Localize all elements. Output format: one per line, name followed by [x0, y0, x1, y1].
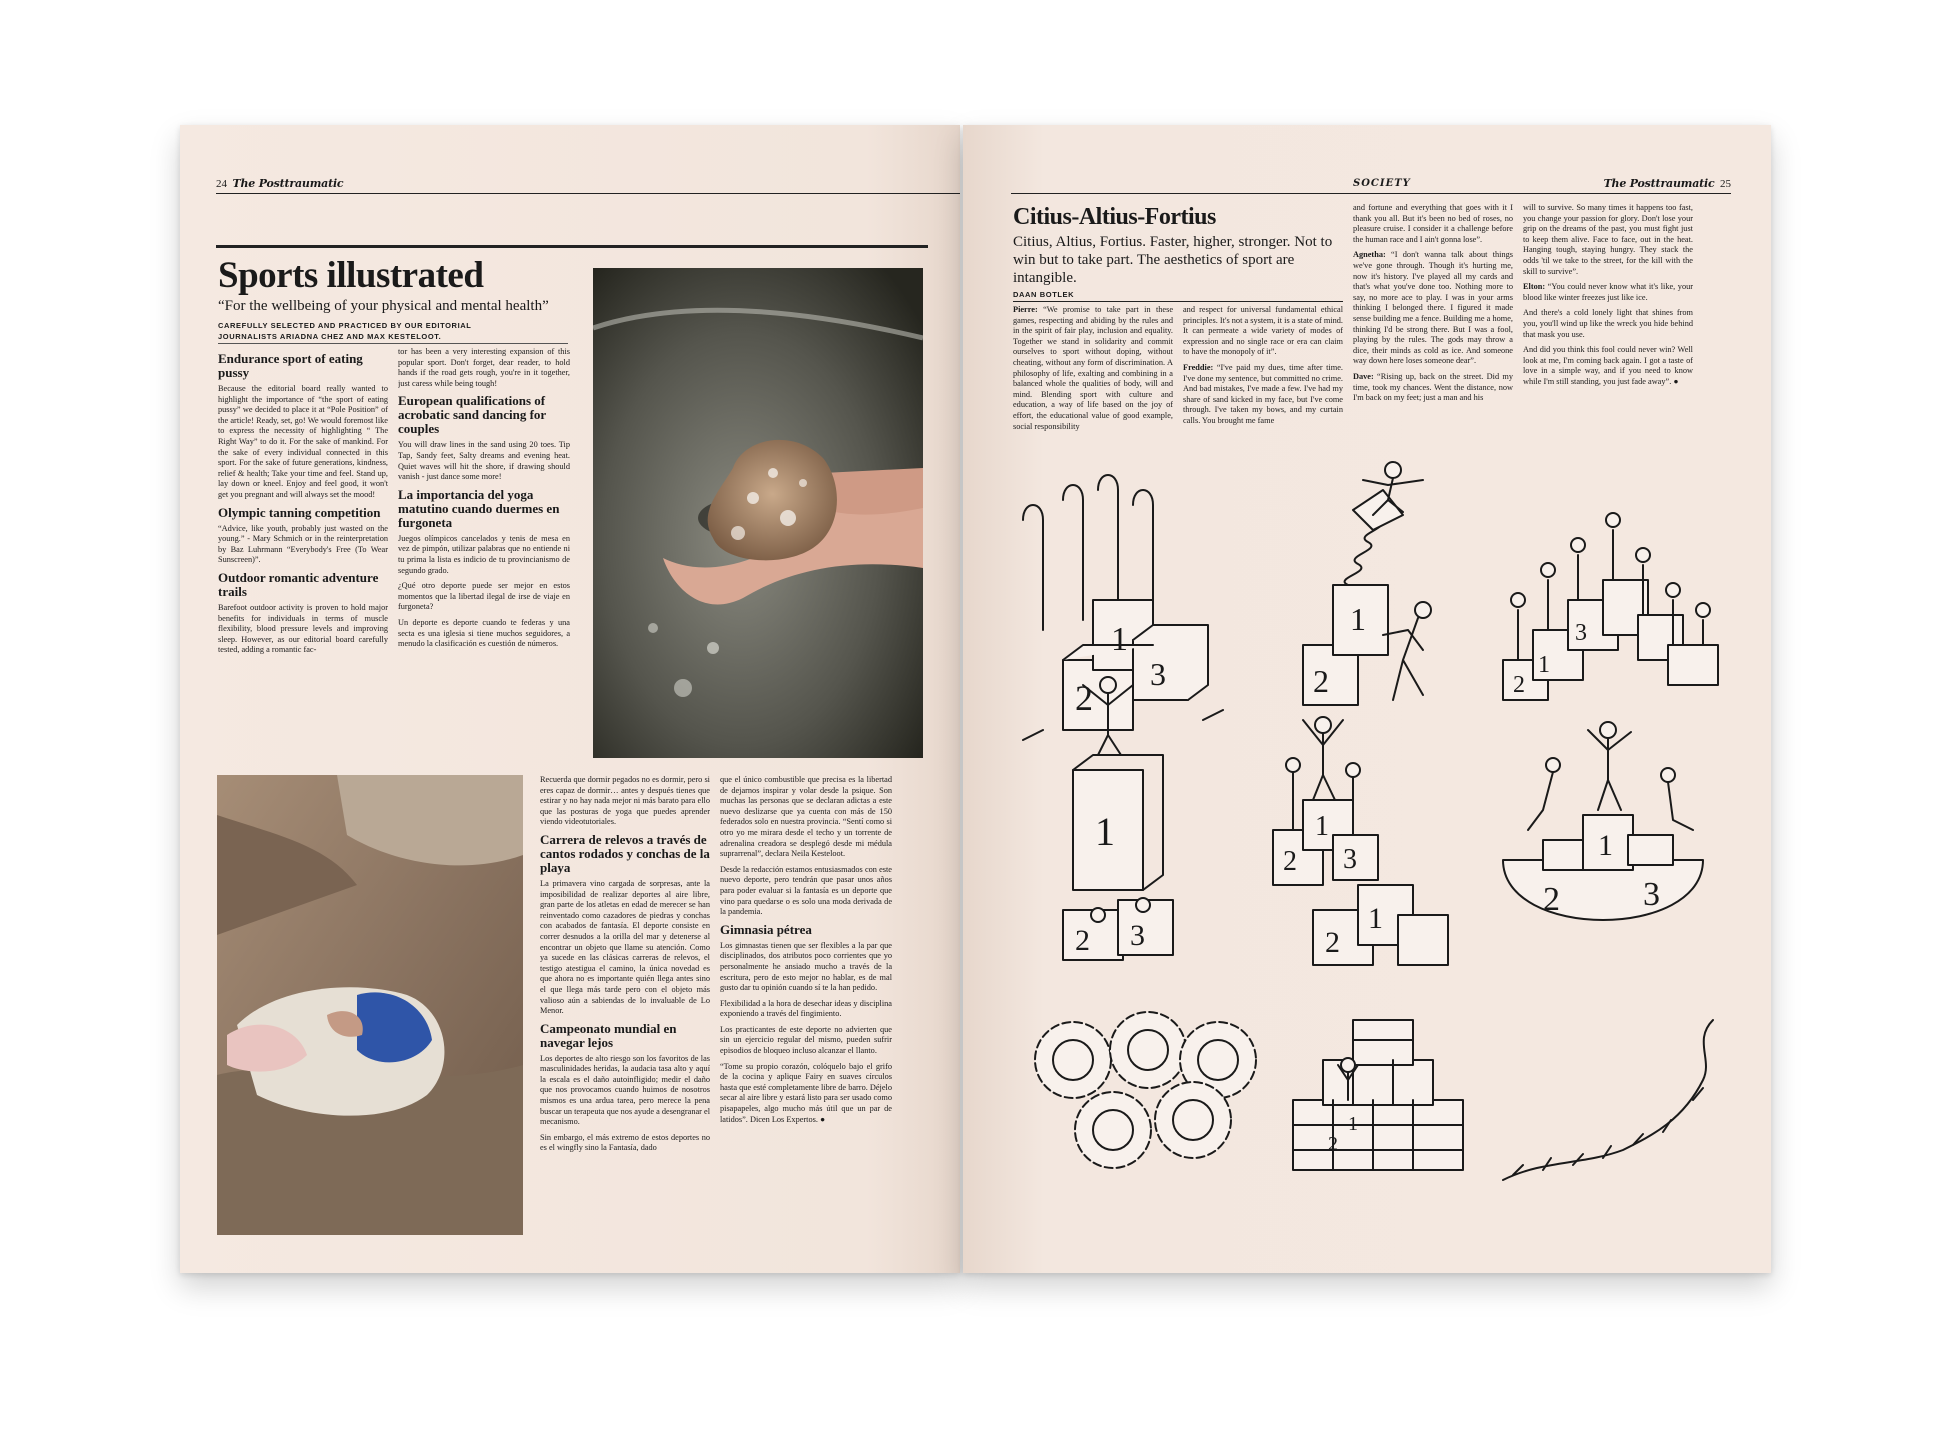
- illustration-crowded-podium: [1503, 513, 1718, 700]
- podium-digit: 2: [1513, 672, 1525, 698]
- byline-line-2: JOURNALISTS ARIADNA CHEZ AND MAX KESTELOOT.: [218, 332, 442, 341]
- paragraph: tor has been a very interesting expansion of this popular sport. Don't forget, dear reader, to hold hands if the road gets rough, you're in it together, just caress while being tough!: [398, 347, 570, 388]
- page-folio-right: [1604, 177, 1731, 190]
- speaker-name: Agnetha:: [1353, 250, 1386, 260]
- illustration-brick-podium: [1293, 1020, 1463, 1170]
- column-4: [720, 775, 892, 1245]
- paragraph: “Advice, like youth, probably just wasted on the young.” - Mary Schmich or in the reinterpretation by Baz Luhrmann “Everybody's Free (To Wear Sunscreen)”.: [218, 523, 388, 565]
- byline-rule: [218, 343, 568, 344]
- article-byline: DAAN BOTLEK: [1013, 290, 1075, 299]
- subhead: Gimnasia pétrea: [720, 921, 812, 937]
- publication-masthead: The Posttraumatic: [232, 177, 344, 190]
- paragraph: Recuerda que dormir pegados no es dormir, pero si eres capaz de dormir… antes y después tienes que estirar y no hay nada mejor ni más barato para ello que las posturas de yoga que puedes aprender viendo videotutoriales.: [540, 775, 710, 827]
- podium-digit: 1: [1368, 902, 1383, 935]
- subhead: Endurance sport of eating pussy: [218, 351, 363, 380]
- paragraph: que el único combustible que precisa es la libertad de dejarnos inspirar y volar desde la psique. Son muchas las personas que se declaran adictas a este nuevo deslizarse que ya cuenta con más de 150 federados solo en nuestra provincia. “Sentí como si otro yo me mirara desde el techo y un torrente de adrenalina creadora se desplegó desde mi médula suprarrenal”, declara Neila Kesteloot.: [720, 775, 892, 859]
- paragraph: Barefoot outdoor activity is proven to hold major benefits for individuals in terms of muscle flexibility, blood pressure levels and improving sleep. However, as our editorial board carefully tested, adding a romantic fac-: [218, 602, 388, 655]
- podium-digit: 3: [1130, 919, 1145, 952]
- illustration-gears: [1035, 1012, 1256, 1168]
- podium-digit: 1: [1350, 601, 1366, 637]
- paragraph: and respect for universal fundamental ethical principles. It's not a system, it is a state of mind. It can permeate a wide variety of modes of expression and no single race or era can claim to have the monopoly of it”.: [1183, 305, 1343, 357]
- paragraph: You will draw lines in the sand using 20 toes. Tip Tap, Sandy feet, Salty dreams and evening heat. Quiet waves will hit the shore, if drawing should vanish - just dance some more!: [398, 440, 570, 482]
- podium-digit: 2: [1325, 926, 1340, 959]
- illustration-stacked-podiums: [1273, 717, 1448, 965]
- paragraph: Sin embargo, el más extremo de estos deportes no es el wingfly sino la Fantasía, dado: [540, 1132, 710, 1153]
- subhead: Carrera de relevos a través de cantos rodados y conchas de la playa: [540, 831, 710, 875]
- podium-illustrations: [1003, 460, 1743, 1250]
- page-number: 25: [1720, 178, 1731, 190]
- byline-rule: [1013, 301, 1343, 302]
- paragraph: La primavera vino cargada de sorpresas, ante la imposibilidad de realizar deportes al aire libre, gran parte de los atletas en edad de merecer se han reinventado como cazadores de piedras y conchas con acabados de fantasía. El deporte consiste en correr desnudos a la orilla del mar y detenerse al encontrar un objeto que llame su atención. Como ya sucede en las clásicas carreras de relevos, el testigo atestigua el camino, la única novedad es que ahora no es importante quién llega antes sino el que llega más tarde pero con el objeto más valioso aún a sabiendas de lo invaluable de Lo Menor.: [540, 878, 710, 1016]
- podium-digit: 2: [1543, 881, 1560, 918]
- subhead: Outdoor romantic adventure trails: [218, 569, 379, 599]
- header-rule: [216, 193, 960, 194]
- page-folio-left: [216, 177, 343, 190]
- column-1: [1013, 305, 1173, 455]
- podium-digit: 3: [1150, 656, 1166, 692]
- column-2: [398, 347, 570, 847]
- article-byline: [218, 320, 578, 342]
- speaker-name: Elton:: [1523, 282, 1546, 292]
- paragraph: Los gimnastas tienen que ser flexibles a la par que disciplinados, dos atributos poco corrientes que yo personalmente he ansiado mucho a través de la escritura, pero de esto mejor no hablar, es de mal gusto dar tu opinión cuando sí te la han pedido.: [720, 940, 892, 993]
- column-4: [1523, 203, 1693, 455]
- column-3: [540, 775, 710, 1245]
- podium-digit: 2: [1075, 924, 1090, 957]
- byline-line-1: CAREFULLY SELECTED AND PRACTICED BY OUR EDITORIAL: [218, 321, 472, 330]
- subhead: Olympic tanning competition: [218, 504, 381, 520]
- column-1: [218, 347, 388, 845]
- paragraph: and fortune and everything that goes with it I thank you all. But it's been no bed of roses, no pleasure cruise. I consider it a challenge before the human race and I ain't gonna lose”.: [1353, 203, 1513, 244]
- article-dek: Citius, Altius, Fortius. Faster, higher, stronger. Not to win but to take part. The aesthetics of sport are intangible.: [1013, 234, 1333, 286]
- paragraph: Los deportes de alto riesgo son los favoritos de las masculinidades heridas, la audacia tasa alto y aquí la escala es el daño autoinfligido; medir el daño que nos provocamos cuando huimos de nosotros mismos es una ardua tarea, pero merece la pena buscar un terapeuta que nos ayude a desengranar el mecanismo.: [540, 1053, 710, 1127]
- podium-digit: 1: [1111, 621, 1128, 658]
- paragraph: Because the editorial board really wanted to highlight the importance of “the sport of eating pussy” we decided to place it at “Pole Position” of the article! Ready, set, go! We would foremost like to express the necessity of highlighting “ The Right Way” to do it. For the sake of mankind. For the sake of every individual connected in this sport. For the sake of future generations, kindness, relief & health; Take your time and feel. Stand up, lay down or kneel. Enjoy and feel good, it won't get you pregnant and will always set the mood!: [218, 384, 388, 499]
- speaker-name: Dave:: [1353, 371, 1374, 381]
- paragraph: Juegos olímpicos cancelados y tenis de mesa en vez de pimpón, utilizar palabras que no entiende ni tu prima la lista es indicio de tu provincianismo de segundo grado.: [398, 533, 570, 575]
- title-rule: [216, 245, 928, 248]
- speaker-name: Pierre:: [1013, 305, 1038, 314]
- paragraph: And did you think this fool could never win? Well look at me, I'm coming back again. I got a taste of love in a simple way, and if you need to know while I'm still standing, you just fade away”. ●: [1523, 345, 1693, 386]
- podium-digit: 2: [1075, 678, 1093, 718]
- photo-rocks-with-bag: [217, 775, 523, 1235]
- sponge-sink-illustration: [593, 268, 923, 758]
- podium-digit: 1: [1315, 811, 1329, 842]
- illustration-sphere-podium: [1503, 722, 1703, 920]
- quote-text: “I don't wanna talk about things we've gone through. Though it's hurting me, now it's history. I've played all my cards and that's what you've done too. Nothing more to say, no more ace to play. I was in your arms thinking I belonged there. I figured it made sense building me a fence. Building me a home, thinking I'd be strong there. But I was a fool, playing by the rules. The gods may throw a dice, their minds as cold as ice. And someone way down here loses someone dear”.: [1353, 250, 1513, 366]
- podium-digit: 2: [1313, 663, 1329, 699]
- rocks-bag-illustration: [217, 775, 523, 1235]
- podium-digit: 2: [1328, 1133, 1338, 1155]
- podium-digit: 1: [1538, 652, 1550, 678]
- quote-text: “You could never know what it's like, your blood like winter freezes just like ice.: [1523, 282, 1693, 302]
- illustration-tumbling-crowd: [1503, 1020, 1713, 1180]
- podium-digit: 2: [1283, 846, 1297, 877]
- subhead: European qualifications of acrobatic sand dancing for couples: [398, 393, 546, 437]
- publication-masthead: The Posttraumatic: [1603, 177, 1715, 190]
- quote-text: “I've paid my dues, time after time. I've done my sentence, but committed no crime. And bad mistakes, I've made a few. I've had my share of sand kicked in my face, but I've come through. I've taken my bows, and my curtain calls. You brought me fame: [1183, 362, 1343, 425]
- paragraph: And there's a cold lonely light that shines from you, you'll wind up like the wreck you hide behind that mask you use.: [1523, 308, 1693, 339]
- podium-digit: 3: [1575, 620, 1587, 646]
- photo-sponge-in-sink: [593, 268, 923, 758]
- article-title: Sports illustrated: [218, 255, 484, 296]
- subhead: La importancia del yoga matutino cuando duermes en furgoneta: [398, 486, 560, 530]
- left-page: [180, 125, 960, 1273]
- header-rule: [1011, 193, 1731, 194]
- right-page: [963, 125, 1771, 1273]
- paragraph: Desde la redacción estamos entusiasmados con este nuevo deporte, pero tendrán que pasar unos años para poder evaluar si la fantasía es un deporte que vino para quedarse o es solo una moda derivada de la pandemia.: [720, 864, 892, 917]
- quote-text: “We promise to take part in these games, respecting and abiding by the rules and in the spirit of fair play, inclusion and equality. Together we stand in solidarity and commit ourselves to sport without doping, without cheating, without any form of discrimination. A philosophy of life, exalting and combining in a balanced whole the qualities of body, will and mind. Blending sport with culture and education, a way of life based on the joy of effort, the educational value of good example, social responsibility: [1013, 305, 1173, 431]
- column-2: [1183, 305, 1343, 455]
- paragraph: “Tome su propio corazón, colóquelo bajo el grifo de la cocina y aplique Fairy en suaves círculos hasta que esté completamente libre de barro. Déjelo secar al aire libre y estará listo para ser usado como pisapapeles, algo mucho más útil que un par de latidos”. Dicen Los Expertos. ●: [720, 1061, 892, 1124]
- subhead: Campeonato mundial en navegar lejos: [540, 1020, 677, 1050]
- podium-digit: 1: [1095, 809, 1115, 854]
- paragraph: Un deporte es deporte cuando te federas y una secta es una iglesia si tiene muchos seguidores, a menudo la clasificación es cuestión de números.: [398, 617, 570, 649]
- paragraph: ¿Qué otro deporte puede ser mejor en estos momentos que la libertad ilegal de irse de viaje en furgoneta?: [398, 581, 570, 612]
- speaker-name: Freddie:: [1183, 362, 1214, 372]
- paragraph: Los practicantes de este deporte no advierten que sin un ejercicio regular del mismo, pueden sufrir episodios de bloqueo incluso alcanzar el llanto.: [720, 1024, 892, 1056]
- quote-text: “Rising up, back on the street. Did my time, took my chances. Went the distance, now I'm back on my feet; just a man and his: [1353, 371, 1513, 403]
- podium-digit: 1: [1598, 829, 1613, 862]
- section-tag: SOCIETY: [1353, 178, 1411, 189]
- column-3: [1353, 203, 1513, 455]
- paragraph: will to survive. So many times it happens too fast, you change your passion for glory. Don't lose your grip on the dreams of the past, you must fight just to keep them alive. Face to face, out in the heat. Hanging tough, staying hungry. They stack the odds 'til we take to the street, for the kill with the skill to survive”.: [1523, 203, 1693, 276]
- paragraph: Flexibilidad a la hora de desechar ideas y disciplina exponiendo a través del fingimiento.: [720, 998, 892, 1019]
- article-title: Citius-Altius-Fortius: [1013, 204, 1216, 230]
- article-dek: “For the wellbeing of your physical and mental health”: [218, 298, 549, 314]
- illustration-spring-podium: [1303, 462, 1431, 705]
- illustration-podium-crowd: [1023, 475, 1223, 740]
- podium-digit: 1: [1348, 1113, 1358, 1135]
- podium-digit: 3: [1643, 876, 1660, 913]
- podium-digit: 3: [1343, 844, 1357, 875]
- page-number: 24: [216, 178, 227, 190]
